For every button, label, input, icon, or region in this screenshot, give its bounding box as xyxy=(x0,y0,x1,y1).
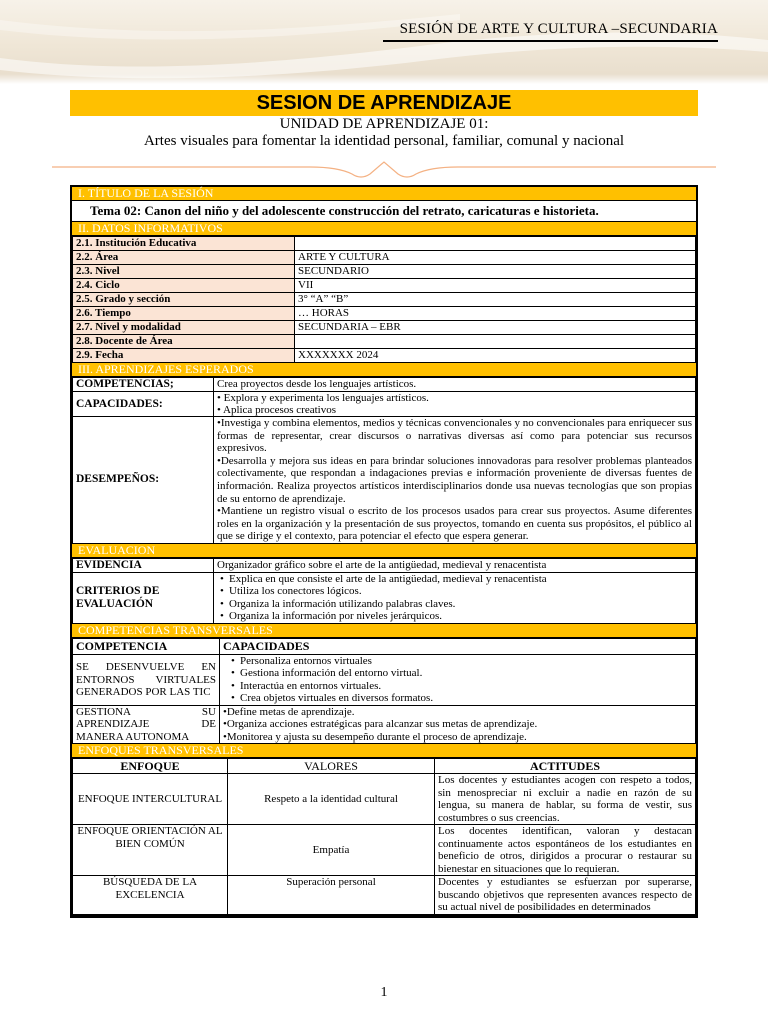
info-value: … HORAS xyxy=(295,307,696,321)
unit-subtitle: Artes visuales para fomentar la identidad personal, familiar, comunal y nacional xyxy=(143,133,625,149)
table-row xyxy=(73,237,696,251)
header-swoosh-decoration xyxy=(0,0,768,84)
list-item: • Crea objetos virtuales en diversos formatos. xyxy=(240,692,692,705)
capacidades-autonoma xyxy=(220,705,696,744)
table-row xyxy=(73,876,696,915)
table-row xyxy=(73,417,696,544)
list-item: • Gestiona información del entorno virtual. xyxy=(240,667,692,680)
header-rule xyxy=(383,40,718,42)
section-header-transversales: COMPETENCIAS TRANSVERSALES xyxy=(72,624,696,638)
table-row xyxy=(73,638,696,654)
section-header-enfoques: ENFOQUES TRANSVERSALES xyxy=(72,744,696,758)
info-value: XXXXXXX 2024 xyxy=(295,349,696,363)
table-row xyxy=(73,307,696,321)
list-item: • Explora y experimenta los lenguajes artísticos. xyxy=(217,392,429,404)
list-item: • Explica en que consiste el arte de la antigüedad, medieval y renacentista xyxy=(229,573,692,586)
column-header: COMPETENCIA xyxy=(73,638,220,654)
info-key: 2.9. Fecha xyxy=(73,349,295,363)
page-number: 1 xyxy=(380,985,388,1000)
evaluacion-table xyxy=(72,558,696,624)
table-row xyxy=(73,558,696,572)
enfoques-table xyxy=(72,758,696,915)
list-item: •Investiga y combina elementos, medios y técnicas convencionales y no convencionales para enriquecer sus formas de representar, crear discursos o narrativas diversas así como para potenciar sus recursos expresivos. xyxy=(217,417,692,455)
page-title: SESION DE APRENDIZAJE xyxy=(70,90,698,116)
table-row xyxy=(73,349,696,363)
capacidades-label: CAPACIDADES: xyxy=(73,392,214,417)
list-item: •Mantiene un registro visual o escrito de los procesos usados para crear sus proyectos. Asume diferentes roles en la organización y la presentación de sus proyectos, tomando en cuenta sus propósitos, el público al que se dirige y el contexto, para potenciar el efecto que espera generar. xyxy=(217,505,692,543)
unit-title: UNIDAD DE APRENDIZAJE 01: xyxy=(279,116,489,132)
table-row xyxy=(73,705,696,744)
table-row xyxy=(73,654,696,705)
evidencia-value: Organizador gráfico sobre el arte de la antigüedad, medieval y renacentista xyxy=(214,558,696,572)
enfoque-actitud: Los docentes y estudiantes acogen con respeto a todos, sin menospreciar ni excluir a nadie en razón de su lengua, su manera de hablar, su forma de vestir, sus costumbres o sus creencias. xyxy=(435,774,696,825)
list-item: •Organiza acciones estratégicas para alcanzar sus metas de aprendizaje. xyxy=(223,718,538,731)
competencias-transversales-table xyxy=(72,638,696,745)
info-value xyxy=(295,237,696,251)
table-row xyxy=(73,759,696,774)
competencias-value: Crea proyectos desde los lenguajes artísticos. xyxy=(214,378,696,392)
info-key: 2.2. Área xyxy=(73,251,295,265)
table-row xyxy=(73,774,696,825)
list-item: • Organiza la información por niveles jerárquicos. xyxy=(229,610,692,623)
enfoque-name: ENFOQUE ORIENTACIÓN AL BIEN COMÚN xyxy=(73,825,228,876)
column-header: VALORES xyxy=(228,759,435,774)
table-row xyxy=(73,321,696,335)
table-row xyxy=(73,279,696,293)
table-row xyxy=(73,572,696,623)
ornament-divider xyxy=(52,150,716,180)
info-value: SECUNDARIA – EBR xyxy=(295,321,696,335)
enfoque-actitud: Docentes y estudiantes se esfuerzan por superarse, buscando objetivos que representen avances respecto de su actual nivel de posibilidades en determinados xyxy=(435,876,696,915)
info-value xyxy=(295,335,696,349)
competencia-autonoma: GESTIONA SU APRENDIZAJE DE MANERA AUTONOMA xyxy=(73,705,220,744)
criterios-label: CRITERIOS DE EVALUACIÓN xyxy=(73,572,214,623)
info-key: 2.3. Nivel xyxy=(73,265,295,279)
criterios-value xyxy=(214,572,696,623)
enfoque-name: ENFOQUE INTERCULTURAL xyxy=(73,774,228,825)
table-row xyxy=(73,293,696,307)
info-value: ARTE Y CULTURA xyxy=(295,251,696,265)
enfoque-valor: Empatía xyxy=(228,825,435,876)
competencia-tic: SE DESENVUELVE EN ENTORNOS VIRTUALES GENERADOS POR LAS TIC xyxy=(73,654,220,705)
list-item: • Utiliza los conectores lógicos. xyxy=(229,585,692,598)
column-header: CAPACIDADES xyxy=(220,638,696,654)
list-item: • Aplica procesos creativos xyxy=(217,404,337,416)
list-item: •Desarrolla y mejora sus ideas en para brindar soluciones innovadoras para resolver problemas planteados colectivamente, que respondan a indagaciones previas e información proveniente de diversas fuentes de información. Realiza proyectos artísticos interdisciplinarios donde usa nuevas tecnologías que son propias de su entorno de aprendizaje. xyxy=(217,454,692,505)
desempenos-label: DESEMPEÑOS: xyxy=(73,417,214,544)
info-value: SECUNDARIO xyxy=(295,265,696,279)
list-item: • Organiza la información utilizando palabras claves. xyxy=(229,598,692,611)
section-header-evaluacion: EVALUACION xyxy=(72,544,696,558)
list-item: • Interactúa en entornos virtuales. xyxy=(240,680,692,693)
competencias-label: COMPETENCIAS; xyxy=(73,378,214,392)
capacidades-value xyxy=(214,392,696,417)
enfoque-actitud: Los docentes identifican, valoran y destacan continuamente actos espontáneos de los estudiantes en beneficio de otros, dirigidos a procurar o restaurar su bienestar en situaciones que lo requieran. xyxy=(435,825,696,876)
list-item: •Monitorea y ajusta su desempeño durante el proceso de aprendizaje. xyxy=(223,730,527,743)
section-header-aprendizajes: III. APRENDIZAJES ESPERADOS xyxy=(72,363,696,377)
info-value: VII xyxy=(295,279,696,293)
table-row xyxy=(73,265,696,279)
info-key: 2.4. Ciclo xyxy=(73,279,295,293)
column-header: ENFOQUE xyxy=(73,759,228,774)
list-item: •Define metas de aprendizaje. xyxy=(223,705,355,718)
desempenos-value xyxy=(214,417,696,544)
enfoque-valor: Superación personal xyxy=(228,876,435,915)
datos-informativos-table xyxy=(72,236,696,363)
info-key: 2.7. Nivel y modalidad xyxy=(73,321,295,335)
info-key: 2.6. Tiempo xyxy=(73,307,295,321)
table-row xyxy=(73,392,696,417)
info-key: 2.5. Grado y sección xyxy=(73,293,295,307)
evidencia-label: EVIDENCIA xyxy=(73,558,214,572)
aprendizajes-table xyxy=(72,377,696,544)
session-topic: Tema 02: Canon del niño y del adolescente construcción del retrato, caricaturas e historieta. xyxy=(72,201,696,222)
running-header: SESIÓN DE ARTE Y CULTURA –SECUNDARIA xyxy=(399,21,718,37)
table-row xyxy=(73,335,696,349)
enfoque-valor: Respeto a la identidad cultural xyxy=(228,774,435,825)
session-document xyxy=(70,185,698,918)
capacidades-tic xyxy=(220,654,696,705)
table-row xyxy=(73,825,696,876)
table-row xyxy=(73,378,696,392)
info-key: 2.8. Docente de Área xyxy=(73,335,295,349)
column-header: ACTITUDES xyxy=(435,759,696,774)
table-row xyxy=(73,251,696,265)
section-header-datos: II. DATOS INFORMATIVOS xyxy=(72,222,696,236)
section-header-titulo: I. TÍTULO DE LA SESIÓN xyxy=(72,187,696,201)
enfoque-name: BÚSQUEDA DE LA EXCELENCIA xyxy=(73,876,228,915)
info-value: 3° “A” “B” xyxy=(295,293,696,307)
info-key: 2.1. Institución Educativa xyxy=(73,237,295,251)
list-item: • Personaliza entornos virtuales xyxy=(240,655,692,668)
